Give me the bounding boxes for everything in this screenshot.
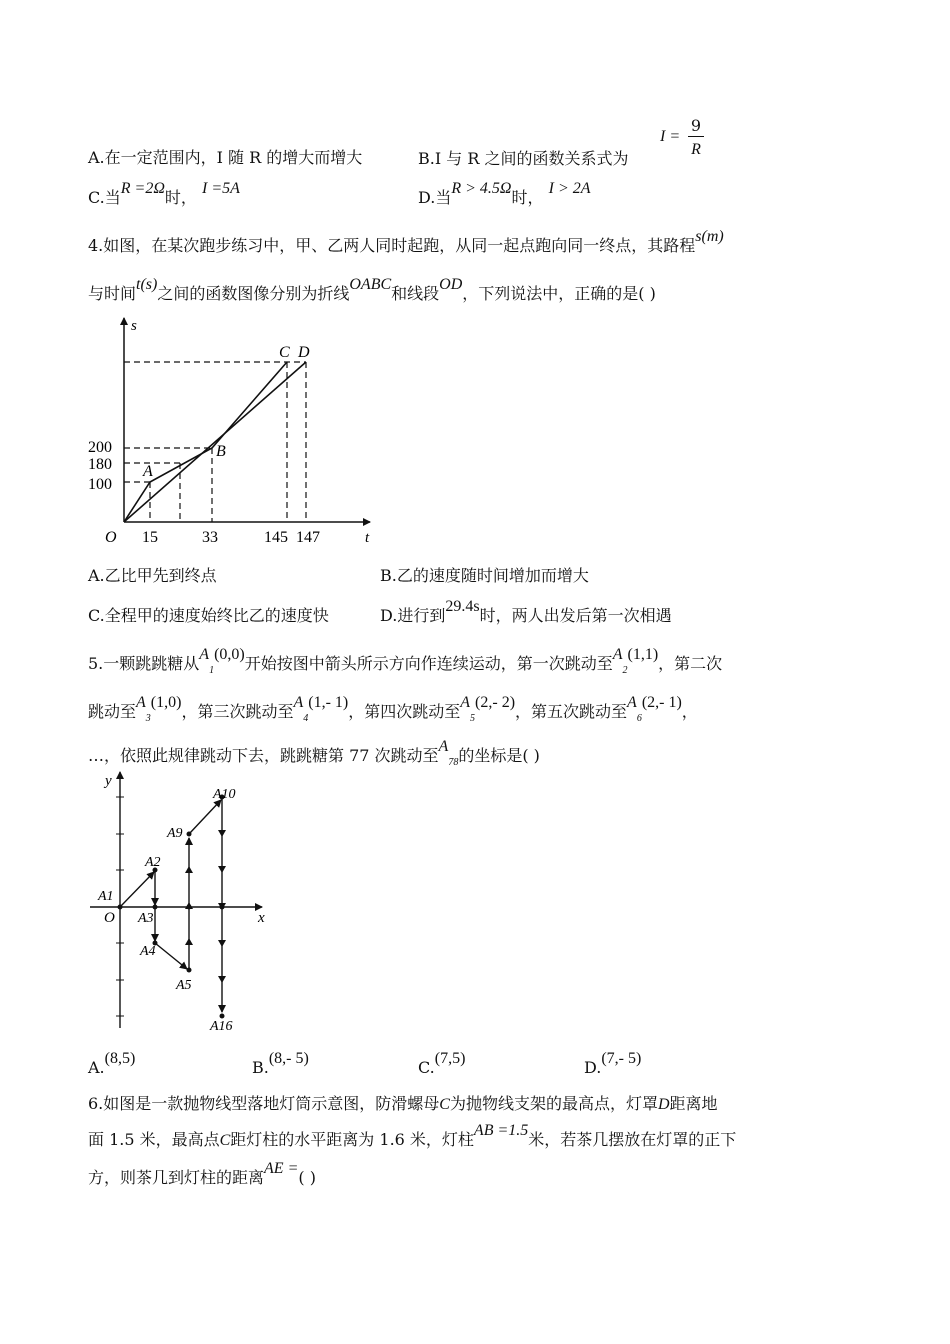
q4-origin-label: O: [105, 529, 117, 546]
q5-line2-m2-coord: (1,- 1): [308, 694, 349, 711]
q4-point-c: C: [279, 344, 290, 361]
q4-option-d-a: D.进行到: [380, 606, 446, 625]
q4-line2-math3: OD: [439, 276, 463, 293]
prev-option-d-prefix: D.当: [418, 188, 452, 207]
q5-line2-m1-coord: (1,0): [150, 694, 182, 711]
q5-line1-b: 开始按图中箭头所示方向作连续运动，第一次跳动至: [244, 654, 613, 673]
prev-option-b: B.I 与 R 之间的函数关系式为: [418, 149, 629, 168]
q4-line2-math2: OABC: [349, 276, 392, 293]
q4-line1-text: 4.如图，在某次跑步练习中，甲、乙两人同时起跑，从同一起点跑向同一终点，其路程: [88, 236, 696, 255]
q4-point-a: A: [143, 463, 153, 480]
q5-line2-m3-sub: 5: [470, 713, 476, 725]
q5-label-a16: A16: [210, 1019, 233, 1034]
q4-option-d-b: 时，两人出发后第一次相遇: [479, 606, 672, 625]
q4-y-label: s: [131, 318, 137, 334]
q5-option-d-prefix: D.: [584, 1058, 602, 1077]
q5-line2-d: ，第五次跳动至: [515, 702, 628, 721]
prev-option-d-math2: I > 2A: [548, 180, 591, 197]
q4-option-d-math: 29.4s: [445, 598, 480, 615]
q4-y-tick-100: 100: [88, 476, 112, 493]
q5-line2-c: ，第四次跳动至: [348, 702, 461, 721]
q6-line1-a: 6.如图是一款抛物线型落地灯筒示意图，防滑螺母: [88, 1094, 440, 1113]
q5-option-a: [88, 1050, 136, 1081]
q6-line2-c: 米，若茶几摆放在灯罩的正下: [528, 1130, 737, 1149]
q5-line2-m4-coord: (2,- 1): [641, 694, 682, 711]
q5-line2-m4-sub: 6: [636, 713, 642, 725]
q4-point-b: B: [216, 443, 226, 460]
q5-option-a-math: (8,5): [104, 1050, 136, 1067]
q5-option-b-prefix: B.: [252, 1058, 269, 1077]
q4-option-b: B.乙的速度随时间增加而增大: [380, 566, 589, 585]
q4-x-label: t: [365, 530, 370, 546]
q5-line1-m1-coord: (0,0): [214, 646, 245, 663]
q5-option-d-math: (7,- 5): [601, 1050, 642, 1067]
q5-label-a3: A3: [138, 911, 154, 926]
q4-option-c: C.全程甲的速度始终比乙的速度快: [88, 606, 329, 625]
prev-option-b-formula-lhs: I =: [660, 128, 681, 145]
q5-label-a4: A4: [140, 944, 156, 959]
q5-option-d: [584, 1050, 642, 1081]
q5-option-c-prefix: C.: [418, 1058, 435, 1077]
q4-line2-d: ，下列说法中，正确的是( ): [462, 284, 656, 303]
q5-label-a5: A5: [176, 978, 192, 993]
q6-line2-math: AB =1.5: [473, 1122, 529, 1139]
q5-line1-c: ，第二次: [658, 654, 723, 673]
q6-line2-c-var: C: [219, 1132, 231, 1149]
q6-line1: [88, 1092, 718, 1117]
q6-line1-c-var: C: [439, 1096, 450, 1113]
q4-x-tick-145: 145: [264, 529, 288, 546]
q5-label-a2: A2: [145, 855, 161, 870]
prev-option-c-math2: I =5A: [202, 180, 240, 197]
q5-y-label: y: [105, 773, 112, 789]
prev-option-b-formula-den: R: [691, 141, 701, 158]
q4-x-tick-33: 33: [202, 529, 218, 546]
q5-option-b: [252, 1050, 309, 1081]
q5-line2-b: ，第三次跳动至: [181, 702, 294, 721]
q5-label-a9: A9: [167, 826, 183, 841]
q5-option-c: [418, 1050, 466, 1081]
q5-line1-m2-sub: 2: [622, 665, 628, 677]
q5-line2-e: ，: [681, 702, 698, 721]
q5-line2-m1: A: [136, 694, 146, 711]
q4-x-tick-15: 15: [142, 529, 158, 546]
q5-line2-a: 跳动至: [88, 702, 137, 721]
prev-option-c-prefix: C.当: [88, 188, 121, 207]
q6-line3-math: AE =: [264, 1160, 299, 1177]
q4-line2-math1: t(s): [136, 276, 158, 293]
q5-line1-m2-coord: (1,1): [627, 646, 659, 663]
prev-option-d-math1: R > 4.5Ω: [451, 180, 512, 197]
q5-line3-m: A: [438, 738, 449, 755]
q4-point-d: D: [298, 344, 310, 361]
q5-option-a-prefix: A.: [88, 1058, 105, 1077]
q6-line1-c: 距离地: [669, 1094, 718, 1113]
q5-line3-b: 的坐标是( ): [458, 746, 540, 765]
q5-x-label: x: [258, 910, 265, 926]
q4-line2-c: 和线段: [391, 284, 440, 303]
q4-line2-b: 之间的函数图像分别为折线: [157, 284, 350, 303]
q4-line2-a: 与时间: [88, 284, 137, 303]
prev-option-c-mid: 时，: [164, 188, 197, 207]
q4-x-tick-147: 147: [296, 529, 320, 546]
q6-line2: [88, 1122, 737, 1153]
q5-line1-a: 5.一颗跳跳糖从: [88, 654, 200, 673]
q5-label-a1: A1: [98, 889, 114, 904]
q5-line2-m4: A: [627, 694, 637, 711]
q5-origin-label: O: [104, 910, 115, 926]
q4-option-a: A.乙比甲先到终点: [88, 566, 217, 585]
q5-line3-m-sub: 78: [448, 757, 459, 769]
q6-line3-b: ( ): [298, 1168, 316, 1187]
q5-option-b-math: (8,- 5): [268, 1050, 309, 1067]
q6-line3-a: 方，则茶几到灯柱的距离: [88, 1168, 265, 1187]
q5-option-c-math: (7,5): [434, 1050, 466, 1067]
q6-line3: [88, 1160, 316, 1191]
q6-line2-b: 距灯柱的水平距离为 1.6 米，灯柱: [230, 1130, 474, 1149]
q5-line2-m2: A: [293, 694, 304, 711]
q4-line1-math: s(m): [695, 228, 724, 245]
q4-y-tick-200: 200: [88, 439, 112, 456]
q4-y-tick-180: 180: [88, 456, 112, 473]
q5-line1-m1-sub: 1: [209, 665, 215, 677]
q5-line2-m2-sub: 4: [303, 713, 309, 725]
q5-line2-m3-coord: (2,- 2): [475, 694, 516, 711]
q6-line1-d-var: D: [657, 1096, 670, 1113]
prev-option-d-mid: 时，: [511, 188, 544, 207]
q5-label-a10: A10: [213, 787, 236, 802]
prev-option-b-formula-num: 9: [688, 116, 704, 137]
q5-line1-m2: A: [612, 646, 623, 663]
q5-line1-m1: A: [199, 646, 210, 663]
prev-option-a: A.在一定范围内，I 随 R 的增大而增大: [88, 148, 363, 167]
q5-line2-m3: A: [460, 694, 471, 711]
q6-line2-a: 面 1.5 米，最高点: [88, 1130, 220, 1149]
q5-line2-m1-sub: 3: [145, 713, 151, 725]
prev-option-c-math1: R =2Ω: [120, 180, 165, 197]
q5-line3-a: …，依照此规律跳动下去，跳跳糖第 77 次跳动至: [88, 746, 439, 765]
q6-line1-b: 为抛物线支架的最高点，灯罩: [449, 1094, 658, 1113]
